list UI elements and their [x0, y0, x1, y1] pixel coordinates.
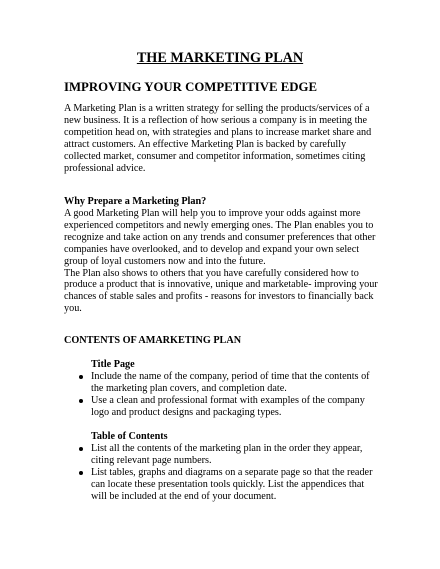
- why-body: [64, 208, 384, 315]
- list-item: [79, 395, 379, 419]
- contents-heading: CONTENTS OF AMARKETING PLAN: [64, 335, 242, 346]
- bullet-icon: [79, 375, 83, 379]
- why-heading: Why Prepare a Marketing Plan?: [64, 196, 207, 207]
- list-item: [79, 443, 379, 467]
- bullet-icon: [79, 447, 83, 451]
- list-item: [79, 371, 379, 395]
- why-paragraph-1: A good Marketing Plan will help you to improve your odds against more experienced competitors and newly emerging ones. The Plan enables you to recognize and take action on any trends and consumer preferences that other companies have overlooked, and to develop and expand your own select group of loyal customers now and into the future.: [64, 208, 376, 267]
- bullet-icon: [79, 399, 83, 403]
- document-title: THE MARKETING PLAN: [136, 50, 304, 66]
- section-title-table-of-contents: Table of Contents: [91, 431, 168, 442]
- table-of-contents-bullet-list: [79, 443, 379, 504]
- section-title-title-page: Title Page: [91, 359, 135, 370]
- intro-paragraph: A Marketing Plan is a written strategy for selling the products/services of a new business. It is a reflection of how serious a company is in meeting the competition head on, with strategies and plans to increase market share and attract customers. An effective Marketing Plan is backed by carefully collected market, consumer and competitor information, sometimes citing professional advice.: [64, 103, 372, 174]
- list-item-text: List all the contents of the marketing plan in the order they appear, citing relevant page numbers.: [91, 443, 363, 466]
- list-item-text: List tables, graphs and diagrams on a separate page so that the reader can locate these presentation tools quickly. List the appendices that will be included at the end of your document.: [91, 467, 373, 503]
- list-item-text: Include the name of the company, period of time that the contents of the marketing plan covers, and completion date.: [91, 371, 370, 394]
- list-item: [79, 467, 379, 503]
- why-paragraph-2: The Plan also shows to others that you have carefully considered how to produce a product that is innovative, unique and marketable- improving your chances of stable sales and profits - reasons for investors to financially back you.: [64, 267, 378, 315]
- document-subtitle: IMPROVING YOUR COMPETITIVE EDGE: [64, 80, 317, 94]
- bullet-icon: [79, 471, 83, 475]
- list-item-text: Use a clean and professional format with examples of the company logo and product designs and packaging types.: [91, 395, 365, 419]
- title-page-bullet-list: [79, 371, 379, 420]
